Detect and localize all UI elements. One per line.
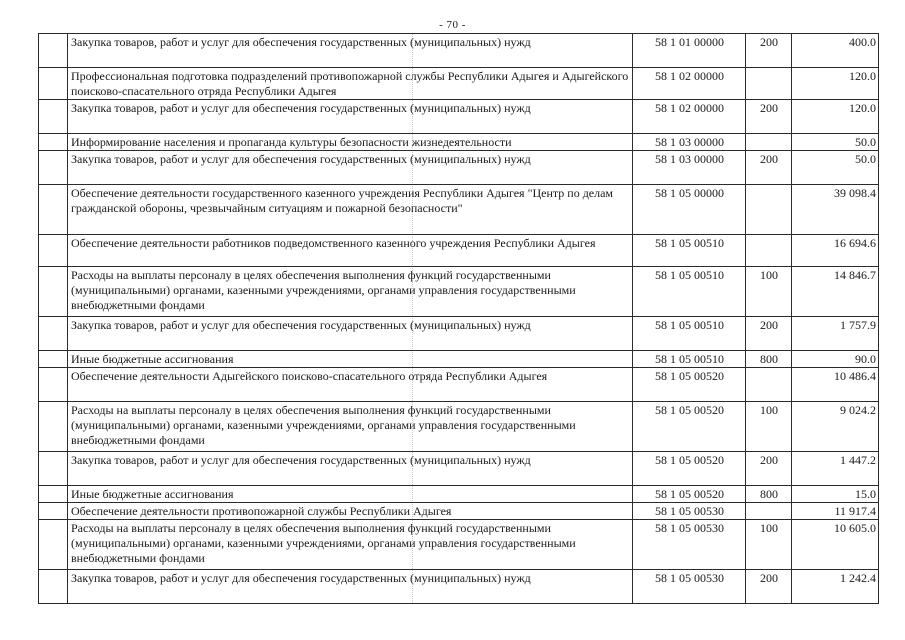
row-index-cell bbox=[39, 185, 68, 235]
row-name-cell: Иные бюджетные ассигнования bbox=[68, 351, 633, 368]
row-name-cell: Закупка товаров, работ и услуг для обеспечения государственных (муниципальных) нужд bbox=[68, 570, 633, 604]
row-index-cell bbox=[39, 452, 68, 486]
table-row bbox=[39, 235, 879, 267]
row-name-cell: Обеспечение деятельности противопожарной службы Республики Адыгея bbox=[68, 503, 633, 520]
row-amount-cell: 15.0 bbox=[792, 486, 879, 503]
row-amount-cell: 400.0 bbox=[792, 34, 879, 68]
table-row bbox=[39, 100, 879, 134]
row-expense-type-cell: 200 bbox=[746, 34, 792, 68]
table-row bbox=[39, 351, 879, 368]
row-code-cell: 58 1 02 00000 bbox=[633, 100, 746, 134]
row-name-cell: Обеспечение деятельности государственного казенного учреждения Республики Адыгея "Центр по делам гражданской обороны, чрезвычайным ситуациям и пожарной безопасности" bbox=[68, 185, 633, 235]
row-index-cell bbox=[39, 317, 68, 351]
row-code-cell: 58 1 05 00520 bbox=[633, 368, 746, 402]
budget-table bbox=[38, 33, 879, 604]
row-index-cell bbox=[39, 151, 68, 185]
row-name-cell: Расходы на выплаты персоналу в целях обеспечения выполнения функций государственными (муниципальными) органами, казенными учреждениями, органами управления государственными внебюджетными фондами bbox=[68, 402, 633, 452]
row-name-cell: Информирование населения и пропаганда культуры безопасности жизнедеятельности bbox=[68, 134, 633, 151]
row-expense-type-cell: 100 bbox=[746, 520, 792, 570]
row-code-cell: 58 1 05 00530 bbox=[633, 520, 746, 570]
row-expense-type-cell: 200 bbox=[746, 100, 792, 134]
row-code-cell: 58 1 03 00000 bbox=[633, 151, 746, 185]
row-expense-type-cell bbox=[746, 368, 792, 402]
row-expense-type-cell: 200 bbox=[746, 317, 792, 351]
row-index-cell bbox=[39, 34, 68, 68]
row-amount-cell: 11 917.4 bbox=[792, 503, 879, 520]
table-row bbox=[39, 185, 879, 235]
row-amount-cell: 50.0 bbox=[792, 151, 879, 185]
row-name-cell: Расходы на выплаты персоналу в целях обеспечения выполнения функций государственными (муниципальными) органами, казенными учреждениями, органами управления государственными внебюджетными фондами bbox=[68, 267, 633, 317]
table-row bbox=[39, 68, 879, 100]
row-index-cell bbox=[39, 503, 68, 520]
row-amount-cell: 9 024.2 bbox=[792, 402, 879, 452]
row-expense-type-cell: 200 bbox=[746, 570, 792, 604]
row-amount-cell: 120.0 bbox=[792, 100, 879, 134]
row-name-cell: Иные бюджетные ассигнования bbox=[68, 486, 633, 503]
row-name-cell: Закупка товаров, работ и услуг для обеспечения государственных (муниципальных) нужд bbox=[68, 34, 633, 68]
table-row bbox=[39, 267, 879, 317]
row-index-cell bbox=[39, 570, 68, 604]
row-index-cell bbox=[39, 267, 68, 317]
row-index-cell bbox=[39, 520, 68, 570]
row-amount-cell: 14 846.7 bbox=[792, 267, 879, 317]
row-code-cell: 58 1 05 00520 bbox=[633, 402, 746, 452]
table-row bbox=[39, 486, 879, 503]
row-expense-type-cell bbox=[746, 185, 792, 235]
row-index-cell bbox=[39, 368, 68, 402]
table-row bbox=[39, 452, 879, 486]
row-amount-cell: 1 447.2 bbox=[792, 452, 879, 486]
row-code-cell: 58 1 05 00510 bbox=[633, 267, 746, 317]
table-row bbox=[39, 503, 879, 520]
row-index-cell bbox=[39, 68, 68, 100]
row-name-cell: Обеспечение деятельности Адыгейского поисково-спасательного отряда Республики Адыгея bbox=[68, 368, 633, 402]
row-index-cell bbox=[39, 402, 68, 452]
row-index-cell bbox=[39, 134, 68, 151]
row-amount-cell: 90.0 bbox=[792, 351, 879, 368]
table-row bbox=[39, 151, 879, 185]
row-name-cell: Закупка товаров, работ и услуг для обеспечения государственных (муниципальных) нужд bbox=[68, 317, 633, 351]
row-expense-type-cell: 800 bbox=[746, 351, 792, 368]
table-row bbox=[39, 368, 879, 402]
table-row bbox=[39, 570, 879, 604]
row-expense-type-cell bbox=[746, 68, 792, 100]
table-row bbox=[39, 520, 879, 570]
row-code-cell: 58 1 03 00000 bbox=[633, 134, 746, 151]
row-amount-cell: 16 694.6 bbox=[792, 235, 879, 267]
row-name-cell: Расходы на выплаты персоналу в целях обеспечения выполнения функций государственными (муниципальными) органами, казенными учреждениями, органами управления государственными внебюджетными фондами bbox=[68, 520, 633, 570]
row-amount-cell: 39 098.4 bbox=[792, 185, 879, 235]
row-index-cell bbox=[39, 235, 68, 267]
row-index-cell bbox=[39, 351, 68, 368]
row-name-cell: Обеспечение деятельности работников подведомственного казенного учреждения Республики Адыгея bbox=[68, 235, 633, 267]
table-row bbox=[39, 317, 879, 351]
row-expense-type-cell bbox=[746, 503, 792, 520]
row-amount-cell: 50.0 bbox=[792, 134, 879, 151]
row-amount-cell: 1 757.9 bbox=[792, 317, 879, 351]
row-expense-type-cell: 100 bbox=[746, 402, 792, 452]
page-number: - 70 - bbox=[439, 19, 466, 31]
row-index-cell bbox=[39, 486, 68, 503]
row-index-cell bbox=[39, 100, 68, 134]
row-expense-type-cell: 100 bbox=[746, 267, 792, 317]
row-code-cell: 58 1 05 00520 bbox=[633, 486, 746, 503]
row-expense-type-cell: 200 bbox=[746, 151, 792, 185]
row-code-cell: 58 1 05 00000 bbox=[633, 185, 746, 235]
row-name-cell: Закупка товаров, работ и услуг для обеспечения государственных (муниципальных) нужд bbox=[68, 452, 633, 486]
row-expense-type-cell bbox=[746, 134, 792, 151]
row-code-cell: 58 1 05 00530 bbox=[633, 570, 746, 604]
row-amount-cell: 10 605.0 bbox=[792, 520, 879, 570]
row-name-cell: Закупка товаров, работ и услуг для обеспечения государственных (муниципальных) нужд bbox=[68, 151, 633, 185]
row-expense-type-cell bbox=[746, 235, 792, 267]
row-amount-cell: 1 242.4 bbox=[792, 570, 879, 604]
row-amount-cell: 10 486.4 bbox=[792, 368, 879, 402]
row-code-cell: 58 1 05 00510 bbox=[633, 351, 746, 368]
table-row bbox=[39, 134, 879, 151]
row-expense-type-cell: 200 bbox=[746, 452, 792, 486]
row-code-cell: 58 1 01 00000 bbox=[633, 34, 746, 68]
row-amount-cell: 120.0 bbox=[792, 68, 879, 100]
budget-table-body bbox=[39, 34, 879, 604]
row-name-cell: Закупка товаров, работ и услуг для обеспечения государственных (муниципальных) нужд bbox=[68, 100, 633, 134]
row-code-cell: 58 1 05 00520 bbox=[633, 452, 746, 486]
row-code-cell: 58 1 02 00000 bbox=[633, 68, 746, 100]
table-row bbox=[39, 34, 879, 68]
row-name-cell: Профессиональная подготовка подразделений противопожарной службы Республики Адыгея и Адыгейского поисково-спасательного отряда Республики Адыгея bbox=[68, 68, 633, 100]
row-code-cell: 58 1 05 00530 bbox=[633, 503, 746, 520]
table-row bbox=[39, 402, 879, 452]
row-expense-type-cell: 800 bbox=[746, 486, 792, 503]
row-code-cell: 58 1 05 00510 bbox=[633, 235, 746, 267]
row-code-cell: 58 1 05 00510 bbox=[633, 317, 746, 351]
